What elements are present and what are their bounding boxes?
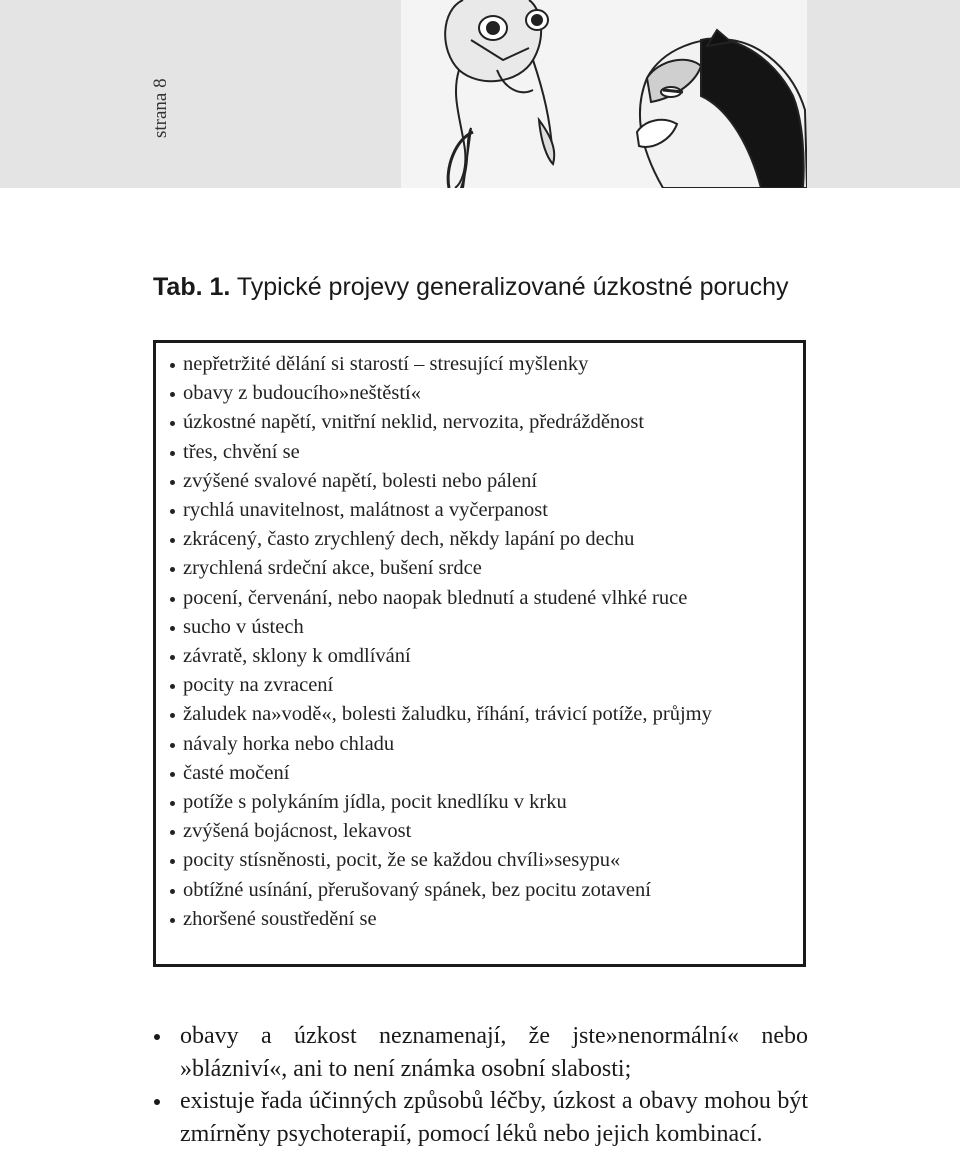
symptom-item: pocity stísněnosti, pocit, že se každou chvíli»sesypu«: [168, 846, 803, 875]
horse-figure: [637, 30, 807, 188]
symptom-item: zvýšená bojácnost, lekavost: [168, 817, 803, 846]
symptom-item: třes, chvění se: [168, 438, 803, 467]
page-number: strana 8: [150, 78, 171, 138]
symptom-item: zhoršené soustředění se: [168, 905, 803, 934]
symptom-item: žaludek na»vodě«, bolesti žaludku, říhání, trávicí potíže, průjmy: [168, 700, 803, 729]
symptom-item: časté močení: [168, 759, 803, 788]
symptom-item: pocení, červenání, nebo naopak blednutí a studené vlhké ruce: [168, 584, 803, 613]
symptom-item: rychlá unavitelnost, malátnost a vyčerpanost: [168, 496, 803, 525]
symptom-item: zkrácený, často zrychlený dech, někdy lapání po dechu: [168, 525, 803, 554]
symptom-box: [153, 340, 806, 967]
symptom-item: potíže s polykáním jídla, pocit knedlíku v krku: [168, 788, 803, 817]
symptom-item: obtížné usínání, přerušovaný spánek, bez pocitu zotavení: [168, 876, 803, 905]
table-number: Tab. 1.: [153, 273, 231, 301]
note-item: obavy a úzkost neznamenají, že jste»nenormální« nebo »blázniví«, ani to není známka osobní slabosti;: [152, 1020, 808, 1085]
symptom-item: závratě, sklony k omdlívání: [168, 642, 803, 671]
symptom-list: [156, 343, 803, 934]
table-caption: Typické projevy generalizované úzkostné poruchy: [236, 273, 789, 301]
header-illustration: [401, 0, 807, 188]
symptom-item: zrychlená srdeční akce, bušení srdce: [168, 554, 803, 583]
note-list: [152, 1020, 808, 1150]
sketch-figures-image: [401, 0, 807, 188]
note-item: existuje řada účinných způsobů léčby, úzkost a obavy mohou být zmírněny psychoterapií, pomocí léků nebo jejich kombinací.: [152, 1085, 808, 1150]
symptom-item: pocity na zvracení: [168, 671, 803, 700]
table-title: [153, 271, 793, 304]
symptom-item: nepřetržité dělání si starostí – stresující myšlenky: [168, 350, 803, 379]
symptom-item: úzkostné napětí, vnitřní neklid, nervozita, předrážděnost: [168, 408, 803, 437]
symptom-item: obavy z budoucího»neštěstí«: [168, 379, 803, 408]
symptom-item: sucho v ústech: [168, 613, 803, 642]
symptom-item: zvýšené svalové napětí, bolesti nebo pálení: [168, 467, 803, 496]
face-figure: [445, 0, 554, 188]
symptom-item: návaly horka nebo chladu: [168, 730, 803, 759]
